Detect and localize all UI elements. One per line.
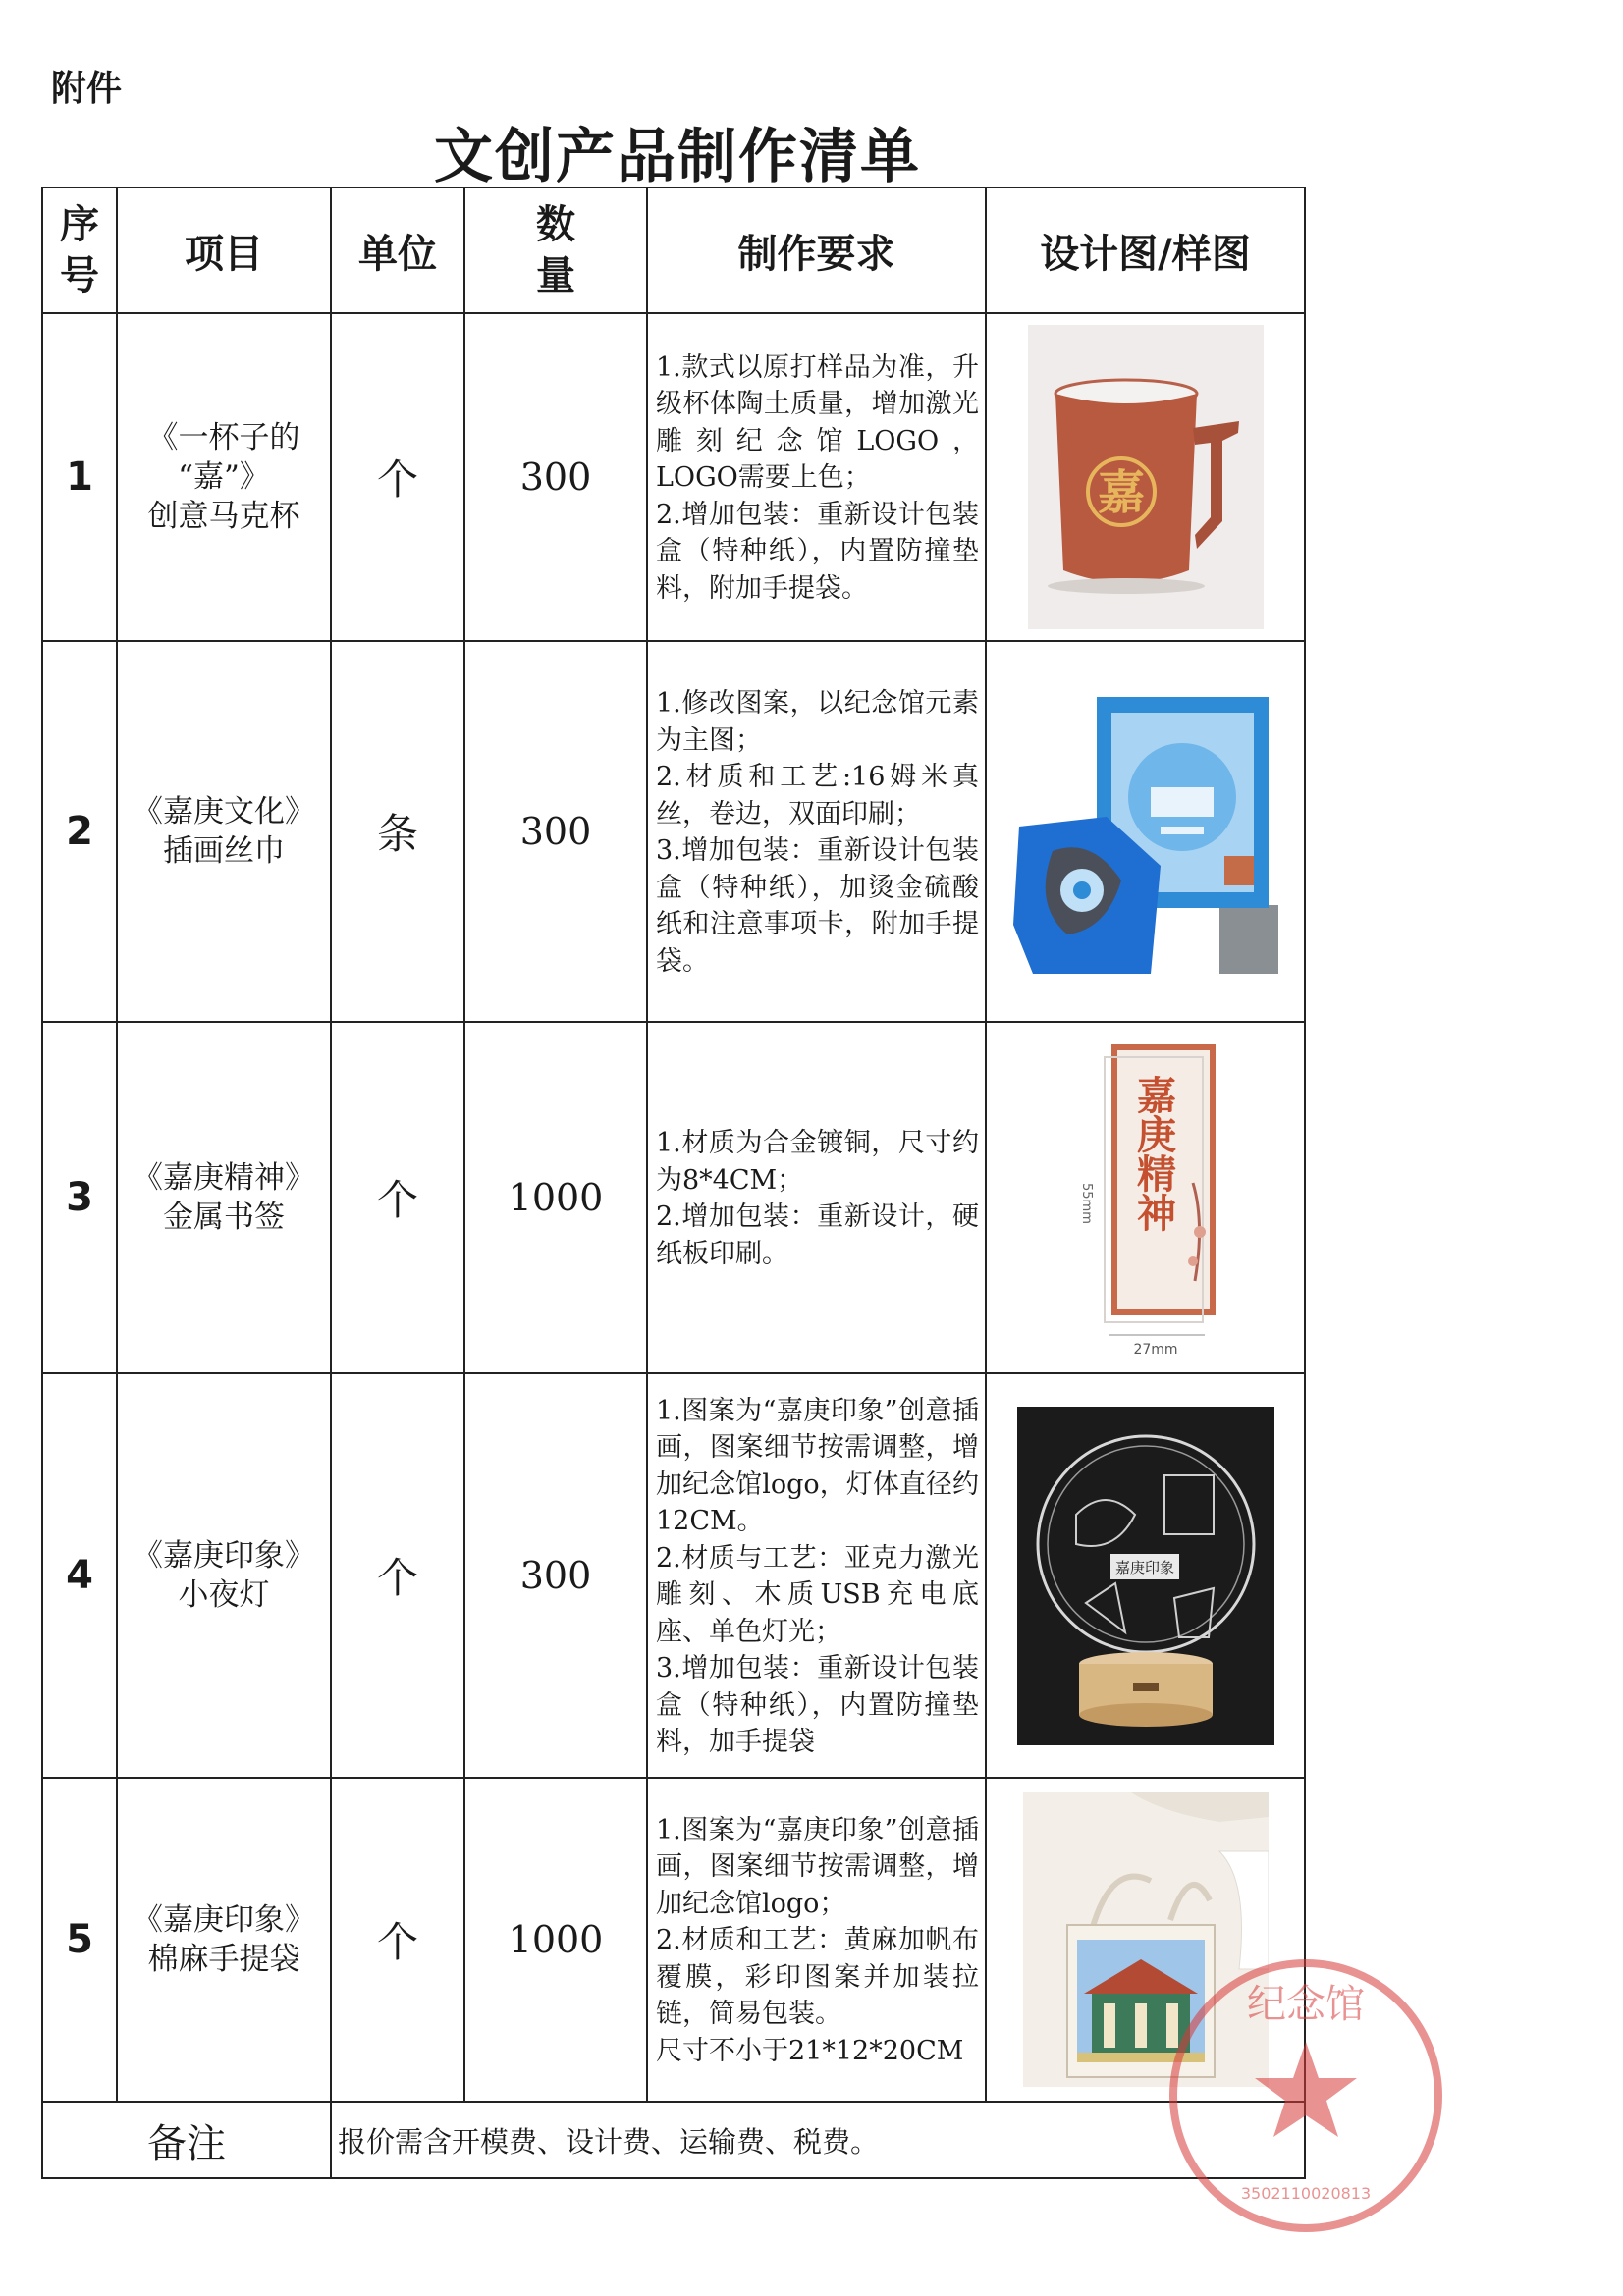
- note-row: [42, 2102, 1305, 2178]
- row-design-image: [986, 1022, 1305, 1373]
- row-unit: 个: [331, 1373, 464, 1778]
- row-requirements: 1.修改图案，以纪念馆元素为主图； 2.材质和工艺:16姆米真丝，卷边，双面印刷； 3.增加包装：重新设计包装盒（特种纸），加烫金硫酸纸和注意事项卡，附加手提袋。: [647, 641, 986, 1022]
- row-item: 《嘉庚文化》 插画丝巾: [117, 641, 331, 1022]
- bookmark-text: 嘉庚精神: [1130, 1075, 1176, 1232]
- row-requirements: 1.款式以原打样品为准，升级杯体陶土质量，增加激光雕刻纪念馆LOGO，LOGO需要上色； 2.增加包装：重新设计包装盒（特种纸），内置防撞垫料，附加手提袋。: [647, 313, 986, 641]
- row-qty: 1000: [464, 1022, 647, 1373]
- note-label: 备注: [42, 2102, 331, 2178]
- row-item: 《嘉庚印象》 棉麻手提袋: [117, 1778, 331, 2102]
- table-row: [42, 641, 1305, 1022]
- row-qty: 300: [464, 1373, 647, 1778]
- silk-scarf-image: [1013, 679, 1278, 984]
- bookmark-width-label: 27mm: [1132, 1342, 1178, 1358]
- row-seq: 4: [42, 1373, 117, 1778]
- table-row: [42, 313, 1305, 641]
- bookmark-image: [1057, 1036, 1234, 1360]
- row-unit: 个: [331, 313, 464, 641]
- row-requirements: 1.图案为“嘉庚印象”创意插画，图案细节按需调整，增加纪念馆logo，灯体直径约12CM。 2.材质与工艺：亚克力激光雕刻、木质USB充电底座、单色灯光； 3.增加包装：重新设计包装盒（特种纸），内置防撞垫料，加手提袋: [647, 1373, 986, 1778]
- page-title: 文创产品制作清单: [434, 123, 921, 191]
- lamp-title-text: 嘉庚印象: [1114, 1558, 1174, 1576]
- night-lamp-image: [1017, 1407, 1274, 1745]
- table-row: [42, 1778, 1305, 2102]
- table-header-row: [42, 187, 1305, 313]
- mug-image: [1028, 325, 1264, 629]
- mug-logo-text: 嘉: [1097, 465, 1145, 520]
- seal-number: 3502110020813: [1240, 2184, 1372, 2203]
- row-item: 《嘉庚精神》 金属书签: [117, 1022, 331, 1373]
- row-design-image: [986, 1373, 1305, 1778]
- attachment-label: 附件: [51, 69, 123, 109]
- row-seq: 2: [42, 641, 117, 1022]
- table-row: [42, 1373, 1305, 1778]
- row-unit: 个: [331, 1778, 464, 2102]
- row-requirements: 1.材质为合金镀铜，尺寸约为8*4CM； 2.增加包装：重新设计，硬纸板印刷。: [647, 1022, 986, 1373]
- seal-top-text: 纪念馆: [1247, 1982, 1365, 2027]
- note-text: 报价需含开模费、设计费、运输费、税费。: [331, 2102, 1305, 2178]
- bookmark-height-label: 55mm: [1078, 1183, 1094, 1224]
- header-unit: 单位: [331, 187, 464, 313]
- header-qty: 数 量: [464, 187, 647, 313]
- header-requirements: 制作要求: [647, 187, 986, 313]
- header-item: 项目: [117, 187, 331, 313]
- table-row: [42, 1022, 1305, 1373]
- row-item: 《嘉庚印象》 小夜灯: [117, 1373, 331, 1778]
- row-qty: 300: [464, 641, 647, 1022]
- header-seq: 序 号: [42, 187, 117, 313]
- row-design-image: [986, 313, 1305, 641]
- row-item: 《一杯子的 “嘉”》 创意马克杯: [117, 313, 331, 641]
- row-seq: 1: [42, 313, 117, 641]
- row-design-image: [986, 641, 1305, 1022]
- row-requirements: 1.图案为“嘉庚印象”创意插画，图案细节按需调整，增加纪念馆logo； 2.材质和工艺：黄麻加帆布覆膜，彩印图案并加装拉链，简易包装。 尺寸不小于21*12*20CM: [647, 1778, 986, 2102]
- row-seq: 5: [42, 1778, 117, 2102]
- header-design: 设计图/样图: [986, 187, 1305, 313]
- row-unit: 个: [331, 1022, 464, 1373]
- row-unit: 条: [331, 641, 464, 1022]
- red-seal-stamp: [1159, 1949, 1453, 2243]
- row-qty: 300: [464, 313, 647, 641]
- product-table: [41, 187, 1306, 2179]
- row-seq: 3: [42, 1022, 117, 1373]
- row-qty: 1000: [464, 1778, 647, 2102]
